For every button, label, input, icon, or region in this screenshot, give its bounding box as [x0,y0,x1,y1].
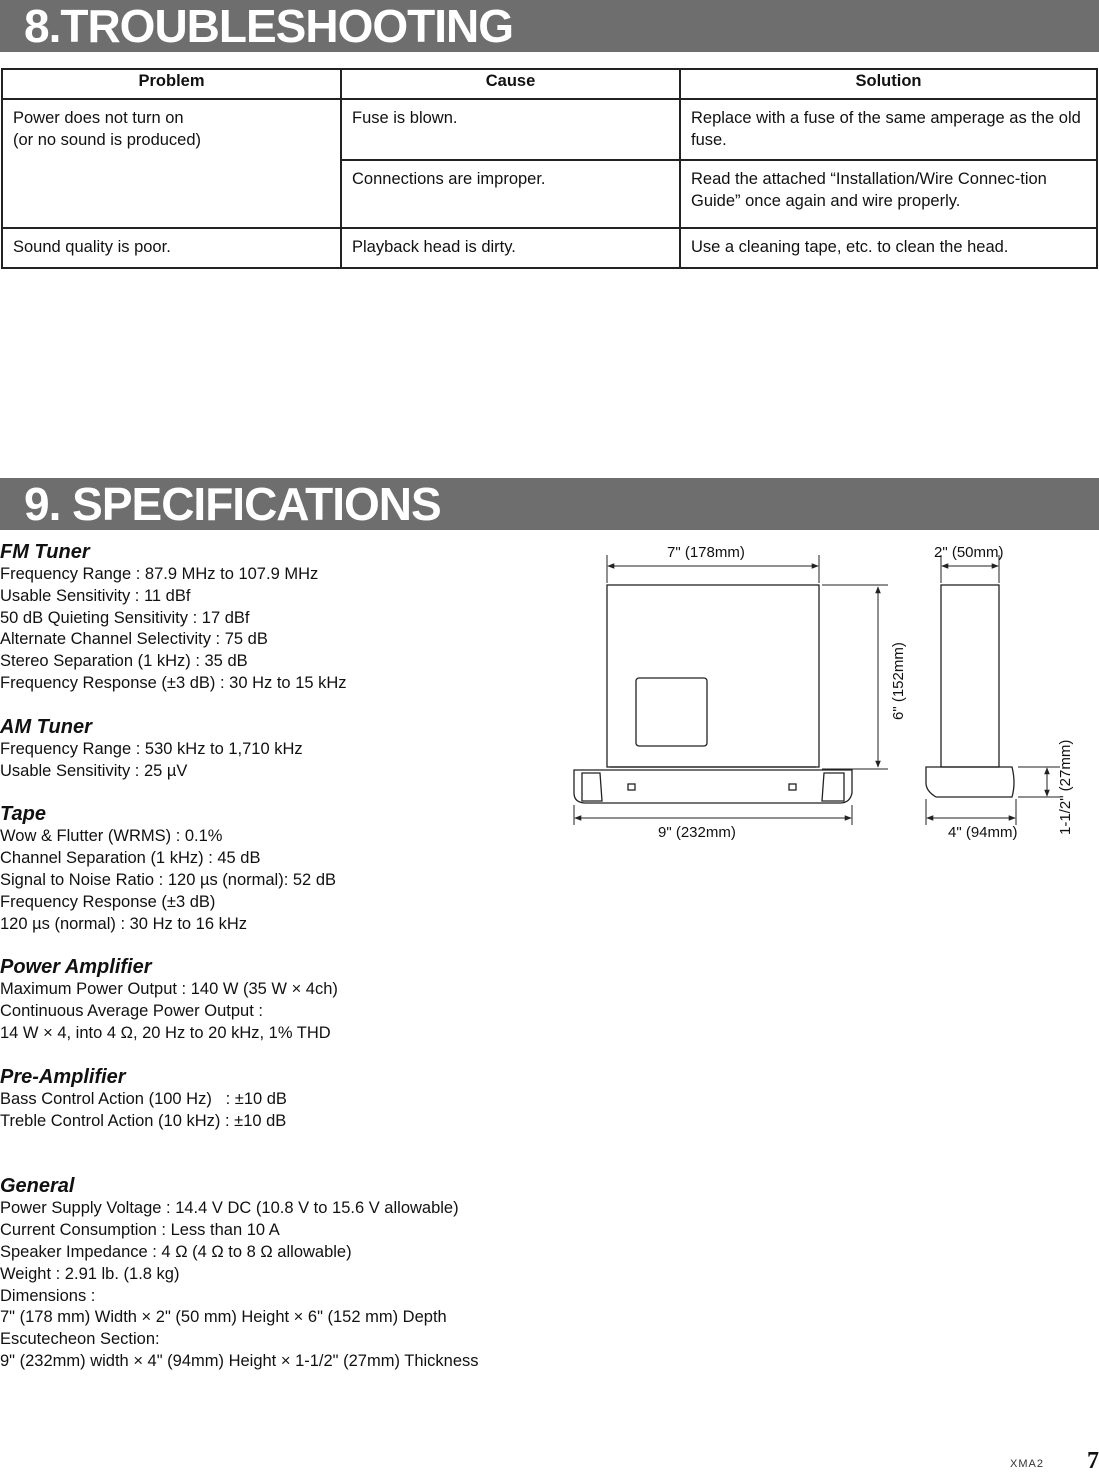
dim-depth: 6" (152mm) [890,642,907,720]
spec-heading: FM Tuner [0,541,90,563]
specifications-banner [0,478,1099,530]
troubleshooting-banner [0,0,1099,52]
spec-line: 50 dB Quieting Sensitivity : 17 dBf [0,608,250,627]
spec-heading: Pre-Amplifier [0,1065,126,1088]
spec-line: Frequency Range : 87.9 MHz to 107.9 MHz [0,565,319,583]
spec-line: Bass Control Action (100 Hz) : ±10 dB [0,1089,287,1108]
spec-section-fm-tuner [0,540,560,695]
page-number: 7 [1087,1448,1099,1474]
spec-line: Frequency Response (±3 dB) [0,892,216,911]
spec-line: Dimensions : [0,1286,96,1305]
specifications-list [0,540,560,1393]
spec-line: Maximum Power Output : 140 W (35 W × 4ch) [0,980,338,999]
spec-line: Power Supply Voltage : 14.4 V DC (10.8 V to 15.6 V allowable) [0,1199,459,1218]
spec-line: Speaker Impedance : 4 Ω (4 Ω to 8 Ω allowable) [0,1242,352,1261]
spec-section-tape [0,802,560,935]
spec-section-power-amplifier [0,955,560,1044]
dimension-diagram [560,535,1099,845]
spec-heading: Tape [0,803,46,826]
spec-line: Escutecheon Section: [0,1330,160,1349]
header-cause: Cause [341,69,680,99]
spec-heading: AM Tuner [0,715,92,738]
table-row [2,228,1097,268]
problem-text-line2: (or no sound is produced) [13,131,202,149]
troubleshooting-table [1,68,1098,269]
solution-cell: Use a cleaning tape, etc. to clean the head. [680,228,1097,268]
spec-line: 7" (178 mm) Width × 2" (50 mm) Height × 6" (152 mm) Depth [0,1308,447,1327]
spec-line: Usable Sensitivity : 25 µV [0,761,188,780]
spec-section-pre-amplifier [0,1065,560,1133]
model-code: XMA2 [1010,1458,1044,1470]
front-view-outline [574,585,1014,803]
dim-escutcheon-thickness: 1-1/2" (27mm) [1057,739,1074,835]
spec-heading: General [0,1175,75,1198]
cause-cell: Fuse is blown. [341,99,680,160]
spec-line: Usable Sensitivity : 11 dBf [0,586,191,605]
spec-line: Frequency Response (±3 dB) : 30 Hz to 15 kHz [0,673,347,692]
header-solution: Solution [680,69,1097,99]
spec-line: Continuous Average Power Output : [0,1002,263,1021]
chassis-side [941,585,999,767]
spec-line: Current Consumption : Less than 10 A [0,1221,280,1240]
dimension-lines [574,555,1060,825]
problem-cell [2,99,341,228]
spec-line: Channel Separation (1 kHz) : 45 dB [0,849,261,868]
spec-line: Stereo Separation (1 kHz) : 35 dB [0,652,248,671]
spec-heading: Power Amplifier [0,956,152,979]
spec-section-am-tuner [0,715,560,783]
knob-left [582,773,602,801]
dim-top-width: 7" (178mm) [667,544,745,561]
table-row [2,99,1097,160]
table-header-row [2,69,1097,99]
solution-cell: Read the attached “Installation/Wire Connec-tion Guide” once again and wire properly. [680,160,1097,228]
cause-cell: Playback head is dirty. [341,228,680,268]
specifications-title: 9. SPECIFICATIONS [24,478,441,530]
spec-line: 14 W × 4, into 4 Ω, 20 Hz to 20 kHz, 1% THD [0,1023,331,1042]
knob-right [822,773,844,801]
problem-text-line1: Power does not turn on [13,109,184,127]
spec-line: Wow & Flutter (WRMS) : 0.1% [0,827,223,846]
spec-line: Frequency Range : 530 kHz to 1,710 kHz [0,739,303,758]
escutcheon-front [574,770,852,803]
solution-cell: Replace with a fuse of the same amperage as the old fuse. [680,99,1097,160]
button-right [789,784,796,790]
escutcheon-side [926,767,1014,797]
chassis-front [607,585,819,767]
display-window [636,678,707,746]
dim-escutcheon-width: 9" (232mm) [658,824,736,841]
troubleshooting-title: 8.TROUBLESHOOTING [24,0,514,52]
problem-cell: Sound quality is poor. [2,228,341,268]
cause-cell: Connections are improper. [341,160,680,228]
button-left [628,784,635,790]
spec-line: Alternate Channel Selectivity : 75 dB [0,630,268,649]
header-problem: Problem [2,69,341,99]
spec-line: 9" (232mm) width × 4" (94mm) Height × 1-1/2" (27mm) Thickness [0,1351,479,1370]
spec-line: Signal to Noise Ratio : 120 µs (normal): 52 dB [0,870,337,889]
spec-line: 120 µs (normal) : 30 Hz to 16 kHz [0,914,248,933]
spec-line: Weight : 2.91 lb. (1.8 kg) [0,1264,180,1283]
dim-top-height: 2" (50mm) [934,544,1004,561]
spec-line: Treble Control Action (10 kHz) : ±10 dB [0,1111,287,1130]
spec-section-general [0,1174,560,1372]
dim-escutcheon-height: 4" (94mm) [948,824,1018,841]
